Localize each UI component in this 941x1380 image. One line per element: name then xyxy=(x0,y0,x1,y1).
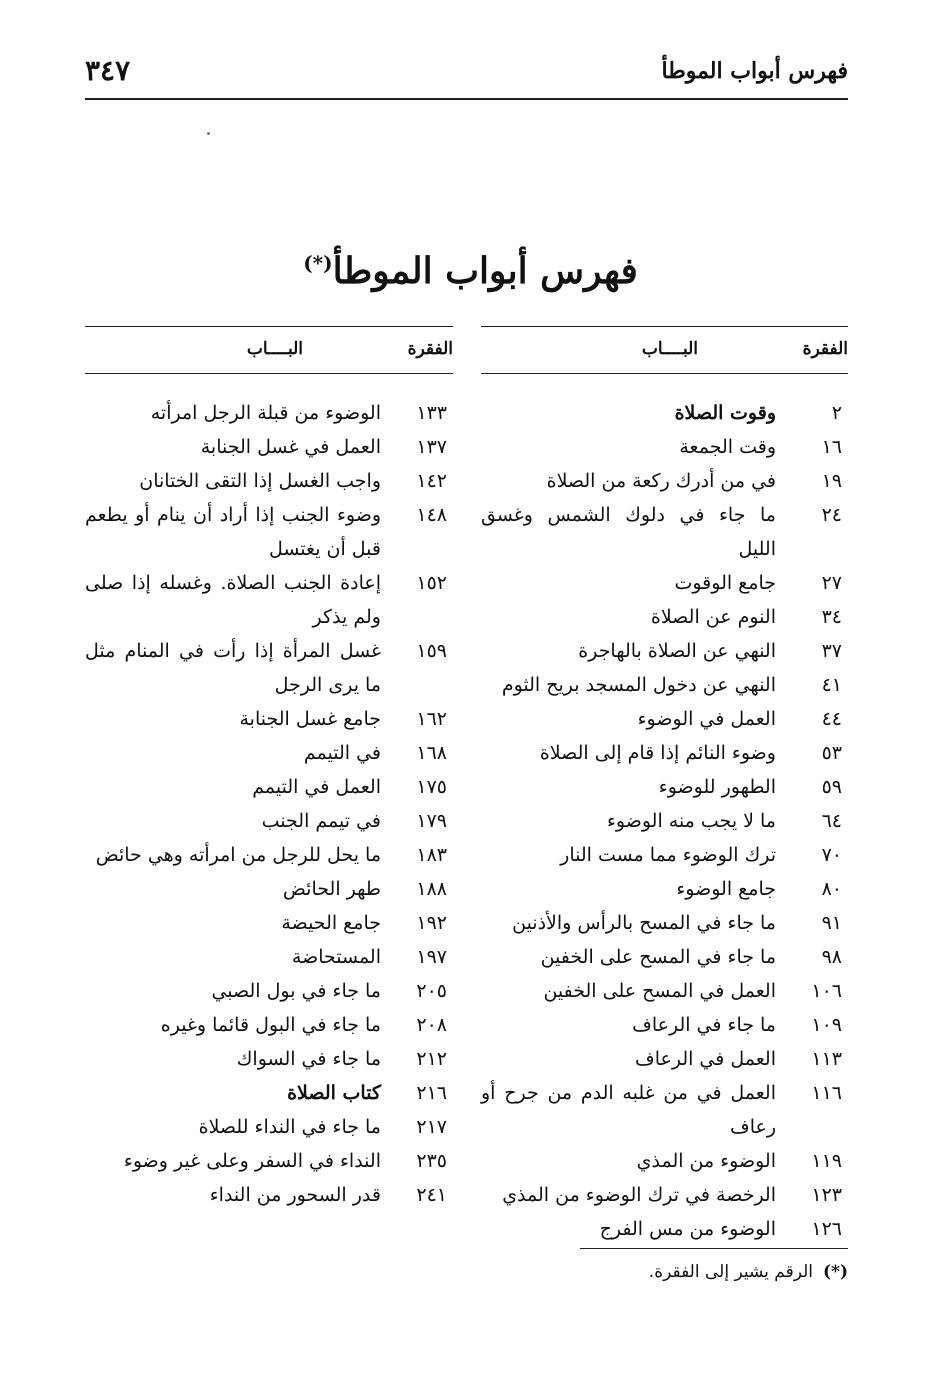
running-title: فهرس أبواب الموطأ xyxy=(661,58,848,84)
entry-paragraph-number: ٢١٦ xyxy=(416,1082,447,1104)
entry-paragraph-number: ١٦٨ xyxy=(416,742,447,764)
index-entry xyxy=(481,430,848,464)
index-entry xyxy=(85,1008,453,1042)
entry-paragraph-number: ٢٤١ xyxy=(416,1184,447,1206)
index-entry xyxy=(85,804,453,838)
entry-chapter-title: ما جاء في النداء للصلاة xyxy=(198,1116,381,1138)
entry-chapter-title: العمل في التيمم xyxy=(252,776,381,798)
entry-chapter-title: ما جاء في البول قائما وغيره xyxy=(160,1014,381,1036)
index-entry xyxy=(85,1076,453,1110)
entry-chapter-title: طهر الحائض xyxy=(282,878,381,900)
index-entry xyxy=(481,838,848,872)
index-entry xyxy=(85,1042,453,1076)
index-entry xyxy=(85,396,453,430)
index-entry xyxy=(481,1076,848,1144)
header-paragraph-number: الفقرة xyxy=(407,339,453,359)
entry-chapter-title: ما جاء في السواك xyxy=(236,1048,381,1070)
entry-paragraph-number: ٤١ xyxy=(821,674,842,696)
entry-paragraph-number: ٥٣ xyxy=(821,742,842,764)
index-entry xyxy=(481,940,848,974)
entry-paragraph-number: ٢١٢ xyxy=(416,1048,447,1070)
entry-paragraph-number: ٢ xyxy=(831,402,842,424)
entry-paragraph-number: ١٨٣ xyxy=(416,844,447,866)
header-paragraph-number: الفقرة xyxy=(802,339,848,359)
index-entry xyxy=(481,668,848,702)
entry-paragraph-number: ١١٦ xyxy=(811,1082,842,1104)
index-entry xyxy=(85,566,453,634)
index-entry xyxy=(85,634,453,702)
index-entry xyxy=(481,702,848,736)
index-entry xyxy=(85,464,453,498)
index-entry xyxy=(481,464,848,498)
entry-paragraph-number: ١٧٥ xyxy=(416,776,447,798)
index-entry xyxy=(85,702,453,736)
entry-paragraph-number: ١٢٣ xyxy=(811,1184,842,1206)
entry-paragraph-number: ٩٨ xyxy=(821,946,842,968)
page-number: ٣٤٧ xyxy=(85,54,131,87)
entry-chapter-title: جامع الوضوء xyxy=(676,878,776,900)
entry-paragraph-number: ٢٠٨ xyxy=(416,1014,447,1036)
entry-chapter-title: قدر السحور من النداء xyxy=(209,1184,381,1206)
entry-paragraph-number: ١٢٦ xyxy=(811,1218,842,1240)
entry-chapter-title: إعادة الجنب الصلاة. وغسله إذا صلى ولم يذكر xyxy=(85,572,381,628)
title-footnote-marker: (*) xyxy=(303,251,333,275)
entry-chapter-title: الرخصة في ترك الوضوء من المذي xyxy=(502,1184,776,1206)
entry-paragraph-number: ١١٩ xyxy=(811,1150,842,1172)
index-entry xyxy=(85,940,453,974)
entry-chapter-title: الوضوء من مس الفرج xyxy=(599,1218,776,1240)
entry-chapter-title: المستحاضة xyxy=(291,946,381,968)
entry-paragraph-number: ٣٧ xyxy=(821,640,842,662)
entry-chapter-title: في من أدرك ركعة من الصلاة xyxy=(546,470,776,492)
entry-paragraph-number: ٥٩ xyxy=(821,776,842,798)
index-entry xyxy=(481,974,848,1008)
entry-paragraph-number: ١٩٢ xyxy=(416,912,447,934)
index-entry xyxy=(481,498,848,566)
entry-paragraph-number: ٤٤ xyxy=(821,708,842,730)
entry-chapter-title: الطهور للوضوء xyxy=(658,776,776,798)
entry-paragraph-number: ١٦ xyxy=(821,436,842,458)
entry-chapter-title: النداء في السفر وعلى غير وضوء xyxy=(123,1150,381,1172)
index-column-left xyxy=(85,326,453,1212)
index-entry xyxy=(85,736,453,770)
entry-paragraph-number: ١٥٢ xyxy=(416,572,447,594)
page-title-text: فهرس أبواب الموطأ xyxy=(332,250,638,292)
entry-paragraph-number: ٨٠ xyxy=(821,878,842,900)
entry-paragraph-number: ١٣٧ xyxy=(416,436,447,458)
footnote-divider xyxy=(580,1248,848,1249)
entry-paragraph-number: ٢٠٥ xyxy=(416,980,447,1002)
header-chapter: البــــاب xyxy=(246,339,303,359)
entry-chapter-title: العمل في المسح على الخفين xyxy=(543,980,776,1002)
index-entry xyxy=(481,396,848,430)
entry-chapter-title: في التيمم xyxy=(303,742,381,764)
index-entry xyxy=(481,600,848,634)
column-header xyxy=(481,326,848,374)
header-chapter: البــــاب xyxy=(641,339,698,359)
entry-chapter-title: جامع غسل الجنابة xyxy=(239,708,381,730)
entry-paragraph-number: ١٠٩ xyxy=(811,1014,842,1036)
index-entry xyxy=(85,498,453,566)
index-entry xyxy=(481,804,848,838)
entry-chapter-title: ما جاء في الرعاف xyxy=(632,1014,776,1036)
entry-chapter-title: في تيمم الجنب xyxy=(261,810,381,832)
index-entry xyxy=(85,872,453,906)
entry-paragraph-number: ٣٤ xyxy=(821,606,842,628)
entry-chapter-title: النوم عن الصلاة xyxy=(650,606,776,628)
footnote-marker: (*) xyxy=(823,1262,848,1282)
entry-chapter-title: واجب الغسل إذا التقى الختانان xyxy=(139,470,381,492)
entry-chapter-title: النهي عن دخول المسجد بريح الثوم xyxy=(501,674,776,696)
index-entry xyxy=(85,770,453,804)
entry-chapter-title: ما لا يجب منه الوضوء xyxy=(606,810,776,832)
index-entry xyxy=(481,906,848,940)
index-entry xyxy=(85,906,453,940)
entry-paragraph-number: ٧٠ xyxy=(821,844,842,866)
entry-chapter-title: وضوء الجنب إذا أراد أن ينام أو يطعم قبل أن يغتسل xyxy=(85,504,381,560)
entry-chapter-title: وقوت الصلاة xyxy=(674,402,776,424)
entry-paragraph-number: ٢٧ xyxy=(821,572,842,594)
entry-chapter-title: غسل المرأة إذا رأت في المنام مثل ما يرى الرجل xyxy=(85,640,381,696)
footnote xyxy=(649,1262,848,1282)
entry-chapter-title: ما جاء في المسح بالرأس والأذنين xyxy=(512,912,776,934)
index-list-left xyxy=(85,396,453,1212)
page-header xyxy=(85,52,848,100)
page-title xyxy=(0,250,941,292)
entry-chapter-title: كتاب الصلاة xyxy=(287,1082,381,1104)
entry-paragraph-number: ١٩ xyxy=(821,470,842,492)
entry-chapter-title: ما جاء في دلوك الشمس وغسق الليل xyxy=(481,504,776,560)
index-entry xyxy=(481,1042,848,1076)
entry-chapter-title: العمل في غسل الجنابة xyxy=(200,436,381,458)
index-entry xyxy=(481,1144,848,1178)
index-entry xyxy=(85,974,453,1008)
index-entry xyxy=(85,838,453,872)
index-entry xyxy=(481,634,848,668)
entry-chapter-title: النهي عن الصلاة بالهاجرة xyxy=(578,640,776,662)
entry-chapter-title: الوضوء من قبلة الرجل امرأته xyxy=(150,402,381,424)
entry-chapter-title: ترك الوضوء مما مست النار xyxy=(560,844,776,866)
index-entry xyxy=(481,566,848,600)
entry-paragraph-number: ٢٣٥ xyxy=(416,1150,447,1172)
index-entry xyxy=(85,1178,453,1212)
entry-paragraph-number: ١٤٨ xyxy=(416,504,447,526)
entry-paragraph-number: ١٥٩ xyxy=(416,640,447,662)
entry-chapter-title: ما جاء في بول الصبي xyxy=(211,980,381,1002)
index-list-right xyxy=(481,396,848,1246)
index-entry xyxy=(481,1212,848,1246)
index-entry xyxy=(481,770,848,804)
entry-paragraph-number: ٢٤ xyxy=(821,504,842,526)
entry-chapter-title: جامع الحيضة xyxy=(281,912,381,934)
entry-chapter-title: الوضوء من المذي xyxy=(636,1150,776,1172)
entry-paragraph-number: ٦٤ xyxy=(821,810,842,832)
index-entry xyxy=(481,872,848,906)
entry-paragraph-number: ١٣٣ xyxy=(416,402,447,424)
entry-paragraph-number: ١٧٩ xyxy=(416,810,447,832)
entry-chapter-title: العمل في الوضوء xyxy=(637,708,776,730)
index-entry xyxy=(481,1178,848,1212)
index-entry xyxy=(85,1144,453,1178)
entry-paragraph-number: ٩١ xyxy=(821,912,842,934)
entry-chapter-title: جامع الوقوت xyxy=(674,572,776,594)
entry-chapter-title: وقت الجمعة xyxy=(679,436,776,458)
entry-paragraph-number: ١٨٨ xyxy=(416,878,447,900)
index-entry xyxy=(85,1110,453,1144)
entry-paragraph-number: ١٠٦ xyxy=(811,980,842,1002)
index-entry xyxy=(85,430,453,464)
scan-speck xyxy=(207,132,210,135)
entry-paragraph-number: ١٩٧ xyxy=(416,946,447,968)
entry-chapter-title: وضوء النائم إذا قام إلى الصلاة xyxy=(539,742,776,764)
index-column-right xyxy=(481,326,848,1246)
entry-paragraph-number: ٢١٧ xyxy=(416,1116,447,1138)
index-entry xyxy=(481,736,848,770)
entry-paragraph-number: ١١٣ xyxy=(811,1048,842,1070)
column-header xyxy=(85,326,453,374)
entry-chapter-title: ما يحل للرجل من امرأته وهي حائض xyxy=(95,844,381,866)
entry-paragraph-number: ١٦٢ xyxy=(416,708,447,730)
footnote-text: الرقم يشير إلى الفقرة. xyxy=(648,1262,814,1282)
entry-paragraph-number: ١٤٢ xyxy=(416,470,447,492)
entry-chapter-title: ما جاء في المسح على الخفين xyxy=(540,946,776,968)
entry-chapter-title: العمل في من غلبه الدم من جرح أو رعاف xyxy=(481,1082,776,1138)
index-entry xyxy=(481,1008,848,1042)
entry-chapter-title: العمل في الرعاف xyxy=(635,1048,776,1070)
